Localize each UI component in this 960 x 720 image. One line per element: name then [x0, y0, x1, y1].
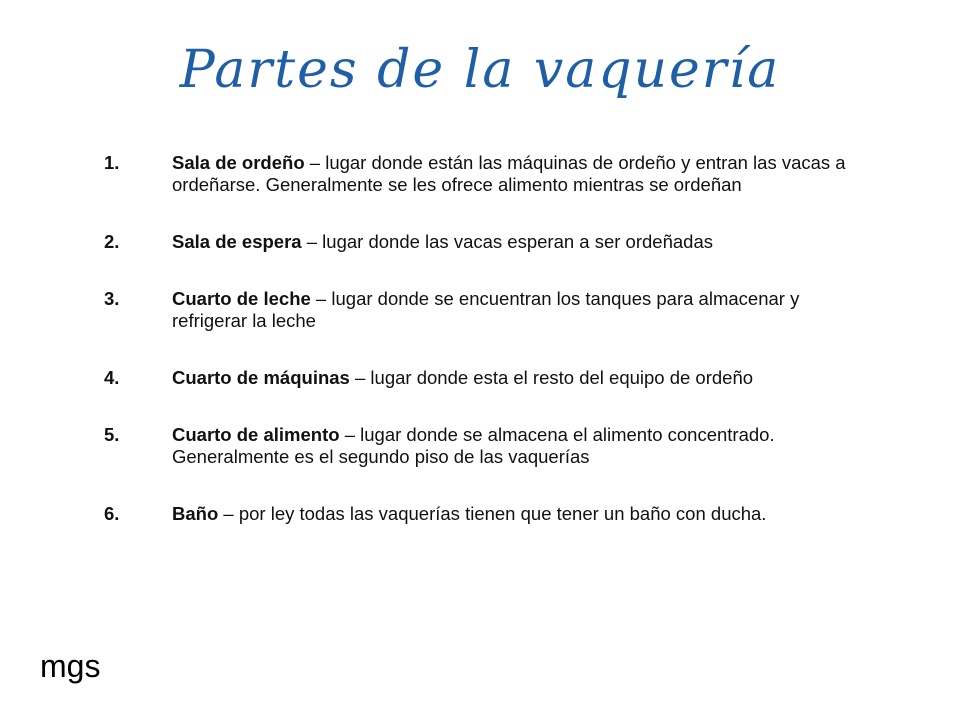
list-item	[104, 231, 864, 253]
item-separator: –	[310, 288, 332, 309]
item-description: por ley todas las vaquerías tienen que tener un baño con ducha.	[238, 503, 767, 524]
item-description: lugar donde se almacena el alimento concentrado. Generalmente es el segundo piso de las vaquerías	[172, 424, 775, 467]
numbered-list	[104, 152, 864, 525]
item-number: 4.	[104, 367, 120, 388]
item-number: 2.	[104, 231, 120, 252]
list-item	[104, 288, 864, 332]
item-separator: –	[218, 503, 239, 524]
item-separator: –	[339, 424, 361, 445]
slide-title: Partes de la vaquería	[179, 40, 781, 100]
item-description: lugar donde las vacas esperan a ser ordeñadas	[322, 231, 713, 252]
item-separator: –	[304, 152, 326, 173]
list-item	[104, 367, 864, 389]
item-term: Sala de espera	[172, 231, 302, 252]
list-item	[104, 424, 864, 468]
item-description: lugar donde se encuentran los tanques para almacenar y refrigerar la leche	[172, 288, 800, 331]
item-description: lugar donde esta el resto del equipo de ordeño	[370, 367, 754, 388]
item-number: 3.	[104, 288, 120, 309]
footer-initials: mgs	[40, 648, 101, 684]
list-item	[104, 152, 864, 196]
item-separator: –	[349, 367, 371, 388]
item-separator: –	[301, 231, 323, 252]
item-number: 5.	[104, 424, 120, 445]
item-term: Sala de ordeño	[172, 152, 305, 173]
item-term: Cuarto de máquinas	[172, 367, 350, 388]
item-term: Cuarto de leche	[172, 288, 311, 309]
item-term: Cuarto de alimento	[172, 424, 340, 445]
item-number: 1.	[104, 152, 120, 173]
list-item	[104, 503, 864, 525]
item-number: 6.	[104, 503, 120, 524]
item-description: lugar donde están las máquinas de ordeño y entran las vacas a ordeñarse. Generalmente se les ofrece alimento mientras se ordeñan	[172, 152, 846, 195]
item-term: Baño	[172, 503, 219, 524]
